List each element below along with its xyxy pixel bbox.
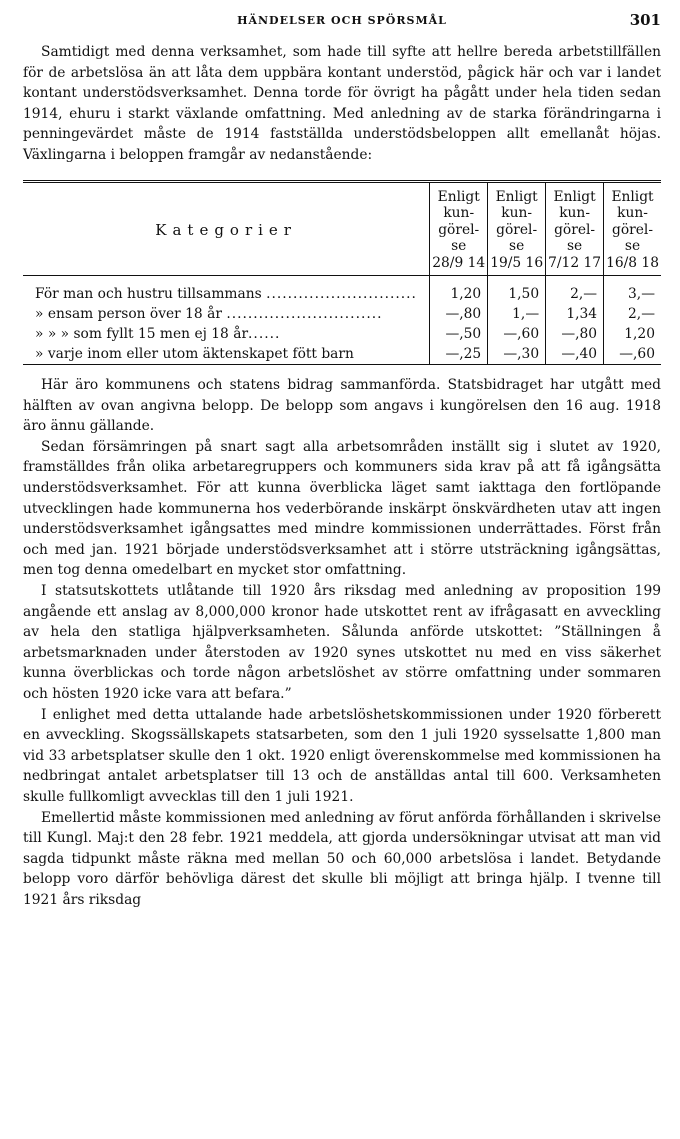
column-header-3	[546, 183, 604, 276]
table-cell: —,60	[488, 324, 546, 344]
category-header: Kategorier	[23, 183, 430, 276]
table-cell: 2,—	[546, 276, 604, 305]
row-label	[23, 324, 430, 344]
leader-dots: .............................	[226, 306, 383, 323]
table-cell: —,80	[546, 324, 604, 344]
body-paragraph: Sedan försämringen på snart sagt alla arbetsområden inställt sig i slutet av 1920, framställdes från olika arbetaregruppers och kommuners sida krav på att få igångsätta understödsverksamhet. För att kunna överblicka läget samt iakttaga den fortlöpande utvecklingen hade kommunerna hos vederbörande inskärpt önskvärdheten utav att ingen understödsverksamhet igångsattes med mindre kommissionen underrättades. Först från och med jan. 1921 började understödsverksamhet att i större utsträckning igångsättas, men tog denna omedelbart en mycket stor omfattning.	[23, 438, 661, 579]
body-paragraph: I statsutskottets utlåtande till 1920 års riksdag med anledning av proposition 199 angående ett anslag av 8,000,000 kronor hade utskottet rent av ifrågasatt en avveckling av hela den statliga hjälpverksamheten. Sålunda anförde utskottet: ”Ställningen å arbetsmarknaden under återstoden av 1920 synes utskottet nu med en viss säkerhet kunna överblickas och torde någon arbetslöshet av större omfattning under sommaren och hösten 1920 icke vara att befara.”	[23, 583, 661, 702]
column-header-line: Enligt	[437, 188, 480, 205]
table-cell: 1,20	[430, 276, 488, 305]
table-cell: 3,—	[604, 276, 661, 305]
column-header-line: kun-	[443, 205, 475, 222]
table-cell: —,40	[546, 344, 604, 365]
column-date: 28/9 14	[432, 254, 486, 271]
column-header-line: görel-	[496, 221, 538, 238]
body-paragraph: Här äro kommunens och statens bidrag sammanförda. Statsbidraget har utgått med hälften av ovan angivna belopp. De belopp som angavs i kungörelsen den 16 aug. 1918 äro ännu gällande.	[23, 377, 661, 435]
row-label-text: » ensam person över 18 år	[35, 306, 222, 323]
column-header-line: se	[451, 238, 467, 255]
leader-dots: ......	[248, 326, 281, 343]
document-page	[23, 10, 661, 911]
row-label-text: För man och hustru tillsammans	[35, 286, 262, 303]
column-date: 7/12 17	[548, 254, 602, 271]
page-number: 301	[629, 11, 661, 29]
column-header-line: kun-	[559, 205, 590, 222]
column-header-line: Enligt	[495, 188, 538, 205]
table-cell: 1,34	[546, 304, 604, 324]
column-header-line: se	[509, 238, 525, 255]
column-header-line: kun-	[501, 205, 533, 222]
table-cell: 1,20	[604, 324, 661, 344]
benefit-table	[23, 183, 661, 366]
column-date: 16/8 18	[606, 254, 659, 271]
table-row	[23, 304, 661, 324]
row-label-text: » varje inom eller utom äktenskapet fött barn	[35, 346, 354, 363]
table-cell: —,60	[604, 344, 661, 365]
column-header-line: görel-	[554, 221, 596, 238]
page-header	[23, 10, 661, 32]
column-header-line: se	[624, 238, 641, 255]
table-cell: 1,—	[488, 304, 546, 324]
column-header-line: Enligt	[553, 188, 596, 205]
running-head: HÄNDELSER OCH SPÖRSMÅL	[237, 14, 447, 27]
column-header-1	[430, 183, 488, 276]
row-label	[23, 344, 430, 365]
row-label-text: » » » som fyllt 15 men ej 18 år	[35, 326, 249, 343]
column-header-line: se	[566, 238, 583, 255]
column-header-line: kun-	[617, 205, 648, 222]
table-cell: —,30	[488, 344, 546, 365]
benefit-table-wrapper	[23, 180, 661, 366]
column-header-line: görel-	[438, 221, 480, 238]
intro-paragraph: Samtidigt med denna verksamhet, som hade till syfte att hellre bereda arbetstillfällen för de arbetslösa än att låta dem uppbära kontant understöd, pågick här och var i landet kontant understödsverksamhet. Denna torde för övrigt ha pågått under hela tiden sedan 1914, ehuru i starkt växlande omfattning. Med anledning av de starka förändringarna i penningevärdet måste de 1914 fastställda understödsbeloppen allt emellanåt höjas. Växlingarna i beloppen framgår av nedanstående:	[23, 44, 661, 163]
table-row	[23, 276, 661, 305]
table-cell: 1,50	[488, 276, 546, 305]
column-header-2	[488, 183, 546, 276]
table-cell: —,25	[430, 344, 488, 365]
row-label	[23, 276, 430, 305]
column-header-line: görel-	[612, 221, 654, 238]
body-paragraph: Emellertid måste kommissionen med anledning av förut anförda förhållanden i skrivelse till Kungl. Maj:t den 28 febr. 1921 meddela, att gjorda undersökningar utvisat att man vid sagda tidpunkt måste räkna med mellan 50 och 60,000 arbetslösa i landet. Betydande belopp voro därför behövliga därest det skulle bli möjligt att bringa hjälp. I tvenne till 1921 års riksdag	[23, 809, 661, 908]
table-cell: —,80	[430, 304, 488, 324]
column-date: 19/5 16	[490, 254, 544, 271]
row-label	[23, 304, 430, 324]
column-header-line: Enligt	[611, 188, 654, 205]
table-cell: 2,—	[604, 304, 661, 324]
leader-dots: ............................	[266, 286, 417, 303]
column-header-4	[604, 183, 661, 276]
body-paragraph: I enlighet med detta uttalande hade arbetslöshetskommissionen under 1920 förberett en avveckling. Skogssällskapets statsarbeten, som den 1 juli 1920 sysselsatte 1,800 man vid 33 arbetsplatser skulle den 1 okt. 1920 enligt överenskommelse med kommissionen ha nedbringat antalet arbetsplatser till 13 och de anställdas antal till 600. Verksamheten skulle fullkomligt avvecklas till den 1 juli 1921.	[23, 706, 661, 805]
table-row	[23, 324, 661, 344]
table-row	[23, 344, 661, 365]
table-cell: —,50	[430, 324, 488, 344]
table-header-row	[23, 183, 661, 276]
